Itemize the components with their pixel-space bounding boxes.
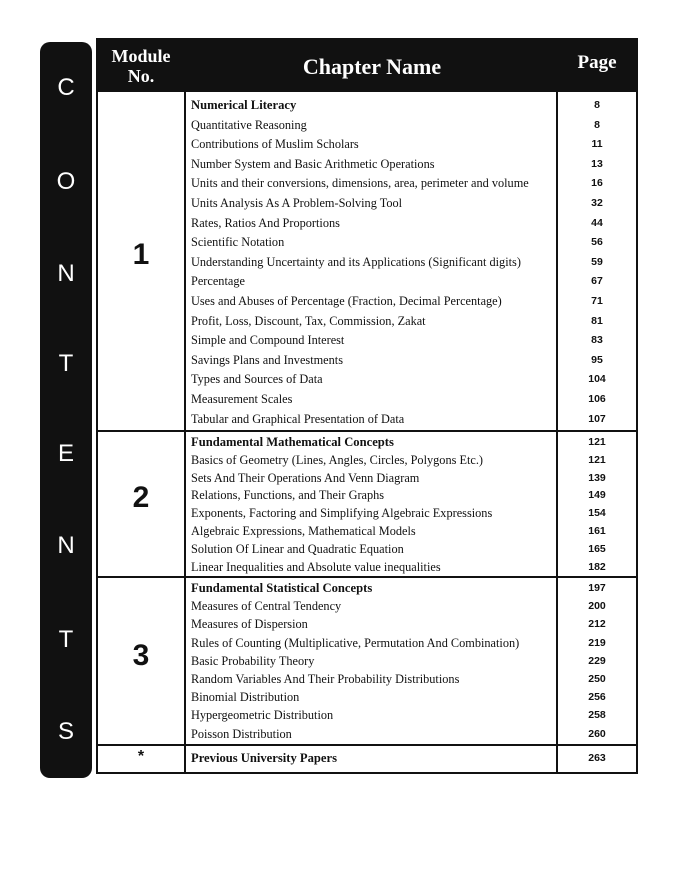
chapter-title: Hypergeometric Distribution	[191, 708, 334, 723]
side-letter: N	[57, 260, 75, 287]
chapter-title: Rates, Ratios And Proportions	[191, 215, 340, 230]
side-letter: N	[57, 532, 75, 559]
page-number: 16	[591, 177, 603, 190]
chapter-title: Scientific Notation	[191, 235, 285, 250]
chapter-title: Solution Of Linear and Quadratic Equation	[191, 541, 404, 556]
page-number: 71	[591, 295, 603, 307]
chapter-title: Profit, Loss, Discount, Tax, Commission, Zakat	[191, 313, 426, 328]
chapter-title: Binomial Distribution	[191, 690, 300, 705]
chapter-row	[98, 451, 636, 470]
page-number: 263	[588, 752, 606, 764]
chapter-row	[98, 652, 636, 671]
side-letter: C	[57, 74, 75, 101]
page-number: 67	[591, 275, 603, 288]
chapter-title: Tabular and Graphical Presentation of Data	[191, 411, 405, 426]
chapter-heading: Previous University Papers	[191, 751, 337, 765]
page-number: 13	[591, 157, 603, 170]
module-column-header: Module No.	[111, 46, 171, 86]
chapter-title: Basics of Geometry (Lines, Angles, Circles, Polygons Etc.)	[191, 452, 484, 467]
page-number: 197	[588, 582, 606, 594]
chapter-column-header: Chapter Name	[302, 54, 442, 79]
chapter-row	[98, 486, 636, 505]
chapter-title: Basic Probability Theory	[191, 653, 315, 668]
page-number: 165	[588, 542, 606, 555]
chapter-row	[98, 253, 636, 272]
side-letter: S	[57, 718, 74, 745]
module-divider	[98, 430, 636, 432]
chapter-row	[98, 233, 636, 252]
page-number: 212	[588, 618, 606, 631]
chapter-row	[98, 558, 636, 577]
side-letter: O	[56, 168, 76, 195]
chapter-row	[98, 504, 636, 523]
chapter-title: Sets And Their Operations And Venn Diagram	[191, 470, 420, 485]
page-number: 11	[591, 138, 603, 151]
chapter-row	[98, 312, 636, 331]
table-header	[98, 40, 636, 92]
chapter-title: Random Variables And Their Probability Distributions	[191, 672, 460, 686]
chapter-title: Linear Inequalities and Absolute value inequalities	[191, 559, 441, 574]
page-number: 258	[588, 709, 606, 722]
chapter-row	[98, 540, 636, 559]
page-number: 59	[591, 255, 603, 268]
chapter-row	[98, 351, 636, 370]
chapter-row	[98, 155, 636, 174]
chapter-title: Measures of Central Tendency	[191, 599, 342, 614]
chapter-title: Contributions of Muslim Scholars	[191, 137, 359, 152]
page-number: 229	[588, 654, 606, 667]
page-number: 107	[588, 412, 606, 425]
chapter-row	[98, 331, 636, 350]
module-number: 1	[132, 238, 150, 271]
page-number: 44	[591, 216, 603, 229]
chapter-heading: Fundamental Mathematical Concepts	[191, 435, 394, 449]
page-number: 200	[588, 600, 606, 613]
module-number: 2	[132, 481, 150, 514]
chapter-row	[98, 272, 636, 291]
chapter-row	[98, 214, 636, 233]
chapter-title: Measures of Dispersion	[191, 617, 308, 632]
side-letter: E	[57, 440, 74, 467]
side-letter: T	[58, 626, 74, 653]
chapter-title: Poisson Distribution	[191, 726, 292, 741]
page-number: 8	[594, 99, 600, 111]
page-number: 149	[588, 489, 606, 502]
page-number: 56	[591, 236, 603, 249]
module-divider	[98, 744, 636, 746]
chapter-row	[98, 370, 636, 389]
chapter-row	[98, 469, 636, 488]
page-number: 121	[588, 453, 606, 466]
module-number: 3	[132, 639, 150, 672]
chapter-row	[98, 116, 636, 135]
chapter-row	[98, 135, 636, 154]
chapter-title: Types and Sources of Data	[191, 372, 323, 387]
chapter-title: Simple and Compound Interest	[191, 333, 345, 348]
chapter-row	[98, 96, 636, 115]
side-letter: T	[58, 350, 74, 377]
chapter-title: Units Analysis As A Problem-Solving Tool	[191, 196, 403, 210]
page-number: 121	[588, 436, 606, 448]
chapter-title: Rules of Counting (Multiplicative, Permutation And Combination)	[191, 635, 520, 650]
chapter-row	[98, 634, 636, 653]
chapter-title: Uses and Abuses of Percentage (Fraction, Decimal Percentage)	[191, 294, 502, 308]
chapter-row	[98, 390, 636, 409]
chapter-title: Exponents, Factoring and Simplifying Algebraic Expressions	[191, 506, 493, 521]
page-number: 182	[588, 560, 606, 573]
chapter-title: Savings Plans and Investments	[191, 352, 343, 367]
chapter-row	[98, 433, 636, 452]
chapter-title: Relations, Functions, and Their Graphs	[191, 488, 385, 503]
chapter-title: Algebraic Expressions, Mathematical Models	[191, 524, 416, 538]
page-number: 260	[588, 727, 606, 740]
page-number: 219	[588, 636, 606, 649]
page-number: 32	[591, 197, 603, 209]
module-number: *	[137, 748, 145, 765]
chapter-row	[98, 597, 636, 616]
chapter-title: Quantitative Reasoning	[191, 117, 307, 132]
page-number: 256	[588, 691, 606, 704]
page-number: 8	[594, 118, 600, 131]
chapter-row	[98, 292, 636, 311]
chapter-row	[98, 725, 636, 744]
chapter-title: Units and their conversions, dimensions, area, perimeter and volume	[191, 176, 529, 191]
page-number: 250	[588, 673, 606, 685]
page-number: 161	[588, 525, 606, 537]
chapter-row	[98, 194, 636, 213]
chapter-row	[98, 522, 636, 541]
chapter-heading: Numerical Literacy	[191, 98, 297, 112]
page-number: 95	[591, 353, 603, 366]
chapter-heading: Fundamental Statistical Concepts	[191, 581, 373, 595]
chapter-title: Number System and Basic Arithmetic Operations	[191, 156, 435, 171]
chapter-title: Understanding Uncertainty and its Applications (Significant digits)	[191, 254, 521, 269]
page-number: 106	[588, 393, 606, 405]
chapter-row	[98, 749, 636, 768]
page-number: 139	[588, 471, 606, 484]
page-number: 154	[588, 507, 606, 520]
chapter-row	[98, 688, 636, 707]
chapter-row	[98, 579, 636, 598]
contents-side-banner	[40, 42, 92, 778]
chapter-title: Measurement Scales	[191, 392, 293, 406]
chapter-row	[98, 615, 636, 634]
page-column-header: Page	[577, 52, 617, 73]
chapter-title: Percentage	[191, 274, 245, 289]
chapter-row	[98, 174, 636, 193]
chapter-row	[98, 670, 636, 689]
page-number: 104	[588, 373, 606, 386]
page-number: 81	[591, 314, 603, 327]
chapter-row	[98, 410, 636, 429]
contents-table	[96, 38, 638, 774]
chapter-row	[98, 706, 636, 725]
page-number: 83	[591, 334, 603, 347]
